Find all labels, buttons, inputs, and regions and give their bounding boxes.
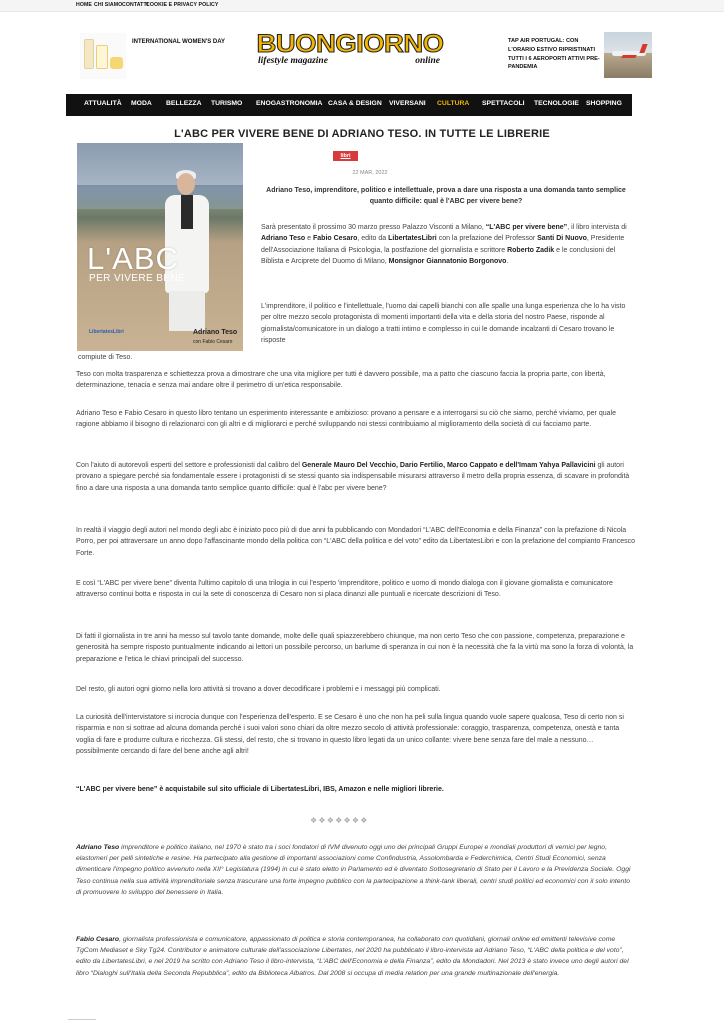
nav-item-enogastronomia[interactable]: ENOGASTRONOMIA bbox=[256, 100, 323, 107]
cover-coauthor: con Fabio Cesaro bbox=[193, 339, 233, 345]
nav-item-moda[interactable]: MODA bbox=[131, 100, 152, 107]
product-jar bbox=[84, 39, 94, 69]
logo-wordmark: BUONGIORNO bbox=[256, 30, 444, 58]
top-link-cookie-privacy[interactable]: COOKIE E PRIVACY POLICY bbox=[146, 2, 219, 8]
top-link-home[interactable]: HOME bbox=[76, 2, 92, 8]
paragraph-curiosity: La curiosità dell'intervistatore si incrocia dunque con l'esperienza dell'esperto. E se Cesaro è uno che non ha peli sulla lingua quando vuole sapere qualcosa, Teso di certo non si risparmia e non si sottrae ad alcuna domanda perché i suoi valori sono chiari da oltre mezzo secolo di attività professionale: coraggio, trasparenza, competenza, onestà e tanta voglia di fare e produrre cultura e ricchezza. Gli stessi, del resto, che si trovano in questo libro legati da un unico collante: vivere bene senza fare del male a nessuno…possibilmente cercando di fare del bene anche agli altri! bbox=[76, 714, 624, 756]
bio-adriano-teso: Adriano Teso imprenditore e politico italiano, nel 1970 è stato tra i soci fondatori di IVM divenuto oggi uno dei principali Gruppi Europei e mondiali produttori di vernici per legno, elastomeri per pelli sintetiche e resine. Ha partecipato alla gestione di importanti associazioni come Confindustria, Assolombarda e Federchimica, Centri Studi Economici, senza dimenticare l'impegno politico avvenuto nella XII° Legislatura (1994) in cui è stato eletto in Parlamento ed è diventato Sottosegretario di Stato per il Lavoro e la Previdenza Sociale. Oggi Teso continua nella sua attività imprenditoriale senza trascurare una forte impegno pubblico con la partecipazione a think-tank liberali, centri studi politici ed economici con il solo intento di promuovere lo sviluppo del benessere in Italia. bbox=[76, 844, 631, 896]
top-link-contatti[interactable]: CONTATTI bbox=[122, 2, 149, 8]
paragraph-questions: Di fatti il giornalista in tre anni ha messo sul tavolo tante domande, molte delle quali spiazzerebbero chiunque, ma non certo Teso che con passione, competenza, preparazione e generosità ha sempre risposto puntualmente indicando ai lettori un possibile percorso, un barlume di speranza in cui non è la necessità che fa la virtù ma sono la forza di volontà, la preparazione e l'etica le chiavi principali del successo. bbox=[76, 633, 634, 663]
section-divider: ❖❖❖❖❖❖❖ bbox=[310, 816, 369, 825]
promo-right-image[interactable] bbox=[604, 32, 652, 78]
logo-tagline-left: lifestyle magazine bbox=[258, 56, 328, 66]
cover-publisher: LibertatesLibri bbox=[89, 329, 124, 335]
cover-person-shirt bbox=[181, 195, 193, 229]
nav-item-bellezza[interactable]: BELLEZZA bbox=[166, 100, 202, 107]
promo-left-image[interactable] bbox=[80, 33, 126, 79]
promo-left-title[interactable]: INTERNATIONAL WOMEN'S DAY bbox=[132, 39, 225, 45]
paragraph-decode: Del resto, gli autori ogni giorno nella loro attività si trovano a dover decodificare i problemi e i messaggi più complicati. bbox=[76, 686, 441, 693]
nav-item-tecnologie[interactable]: TECNOLOGIE bbox=[534, 100, 579, 107]
paragraph-experts: Con l'aiuto di autorevoli esperti del settore e professionisti dal calibro del Generale Mauro Del Vecchio, Dario Fertilio, Marco Cappato e dell'Imam Yahya Pallavicini gli autori provano a spiegare perché sia fondamentale essere i protagonisti di se stessi quanto sia indispensabile misurarsi attraverso il metro della propria essenza, di scavare in profondità fino a dare una risposta a una domanda tanto semplice quanto difficile: qual è l'abc per vivere bene? bbox=[76, 462, 630, 492]
top-link-chi-siamo[interactable]: CHI SIAMO bbox=[94, 2, 123, 8]
cover-person-legs bbox=[169, 291, 205, 331]
bio-fabio-cesaro: Fabio Cesaro, giornalista professionista e comunicatore, appassionato di politica e storia contemporanea, ha collaborato con quotidiani, giornali online ed emittenti televisive come TgCom Mediaset e Sky Tg24. Contributor e animatore culturale dell'associazione Libertates, nel 2020 ha pubblicato il libro-intervista ad Adriano Teso, “L'ABC della politica e del voto”, edito da LibertatesLibri, e nel 2019 ha scritto con Adriano Teso il libro-intervista, “L'ABC dell'Economia e della Finanza”, edito da Mondadori. Nel 2013 è stato invece uno degli autori del libro “Dialoghi sull'Italia della Seconda Repubblica”, edito da Biblioteca Albatros. Dal 2008 si occupa di media relation per una grande multinazionale dell'energia. bbox=[76, 936, 629, 977]
product-jar bbox=[96, 45, 108, 69]
category-badge[interactable]: libri bbox=[333, 151, 358, 161]
nav-item-spettacoli[interactable]: SPETTACOLI bbox=[482, 100, 525, 107]
promo-right-title[interactable]: TAP AIR PORTUGAL: CON L'ORARIO ESTIVO RIPRISTINATI TUTTI I 6 AEROPORTI ATTIVI PRE-PANDEMIA bbox=[508, 38, 600, 71]
nav-item-turismo[interactable]: TURISMO bbox=[211, 100, 243, 107]
paragraph-journey: In realtà il viaggio degli autori nel mondo degli abc è iniziato poco più di due anni fa pubblicando con Mondadori “L'ABC dell'Economia e della Finanza” con la prefazione di Nicola Porro, per poi attraversare un anno dopo l'affascinante mondo della politica con “L'ABC della politica e del voto” edito da LibertatesLibri e con la prefazione del compianto Francesco Forte. bbox=[76, 527, 635, 557]
nav-item-casa-design[interactable]: CASA & DESIGN bbox=[328, 100, 382, 107]
main-nav bbox=[66, 94, 632, 116]
paragraph-experiment: Adriano Teso e Fabio Cesaro in questo libro tentano un esperimento interessante e ambizioso: provano a pensare e a interrogarsi su ciò che siamo, perché viviamo, per quale ragione abbiamo il bisogno di relazionarci con gli altri e di migliorarci e perché sviluppando noi stessi contribuiamo al miglioramento della società di cui facciamo parte. bbox=[76, 410, 616, 429]
nav-item-attualita[interactable]: ATTUALITÀ bbox=[84, 100, 122, 107]
paragraph-transparency: Teso con molta trasparenza e schiettezza prova a dimostrare che una vita migliore per tutti è davvero possibile, ma a patto che ciascuno faccia la propria parte, con libertà, determinazione, tenacia e senza mai andare oltre il perimetro di un'etica responsabile. bbox=[76, 371, 606, 390]
cover-person-head bbox=[177, 173, 195, 195]
purchase-info: “L'ABC per vivere bene” è acquistabile sul sito ufficiale di LibertatesLibri, IBS, Amazon e nelle migliori librerie. bbox=[76, 786, 444, 793]
paragraph-trilogy: E così “L'ABC per vivere bene” diventa l'ultimo capitolo di una trilogia in cui l'esperto 'imprenditore, politico e uomo di mondo dialoga con il giovane giornalista e comunicatore attraverso continui botta e risposta in cui la sete di conoscenza di Cesaro non si placa dinanzi alle puntuali e ricercate descrizioni di Teso. bbox=[76, 580, 613, 599]
article-title: L'ABC PER VIVERE BENE DI ADRIANO TESO. IN TUTTE LE LIBRERIE bbox=[174, 128, 550, 140]
footer-divider bbox=[68, 1019, 96, 1020]
cover-subtitle: PER VIVERE BENE bbox=[89, 273, 186, 284]
cover-title: L'ABC bbox=[87, 241, 179, 276]
paragraph-dialogue-end: compiute di Teso. bbox=[78, 354, 133, 361]
nav-item-shopping[interactable]: SHOPPING bbox=[586, 100, 622, 107]
article-intro: Adriano Teso, imprenditore, politico e intellettuale, prova a dare una risposta a una domanda tanto semplice quanto difficile: qual è l'ABC per vivere bene? bbox=[266, 187, 626, 206]
publish-date: 22 MAR, 2022 bbox=[352, 170, 388, 176]
airplane-wing bbox=[621, 55, 637, 58]
site-logo[interactable] bbox=[258, 30, 442, 72]
nav-item-cultura[interactable]: CULTURA bbox=[437, 100, 470, 107]
paragraph-dialogue: L'imprenditore, il politico e l'intellettuale, l'uomo dai capelli bianchi con alle spalle una lunga esperienza che lo ha visto per oltre mezzo secolo protagonista di momenti importanti della vita e della storia del nostro Paese, risponde al giornalista/comunicatore in un dialogo a tratti intimo e complesso in cui le domande incalzanti di Cesaro trovano le risposte bbox=[261, 303, 626, 345]
airplane-tail bbox=[639, 44, 647, 53]
logo-tagline-right: online bbox=[415, 56, 440, 66]
product-jar bbox=[110, 57, 123, 69]
cover-sea bbox=[77, 185, 243, 209]
paragraph-presentation: Sarà presentato il prossimo 30 marzo presso Palazzo Visconti a Milano, “L'ABC per vivere bene”, il libro intervista di Adriano Teso e Fabio Cesaro, edito da LibertatesLibri con la prefazione del Professor Santi Di Nuovo, Presidente dell'Associazione Italiana di Psicologia, la postfazione del giornalista e scrittore Roberto Zadik e le conclusioni del Biblista e Arciprete del Duomo di Milano, Monsignor Giannatonio Borgonovo. bbox=[261, 224, 627, 266]
cover-author: Adriano Teso bbox=[193, 329, 238, 336]
top-bar bbox=[0, 0, 724, 12]
nav-item-viversani[interactable]: VIVERSANI bbox=[389, 100, 426, 107]
